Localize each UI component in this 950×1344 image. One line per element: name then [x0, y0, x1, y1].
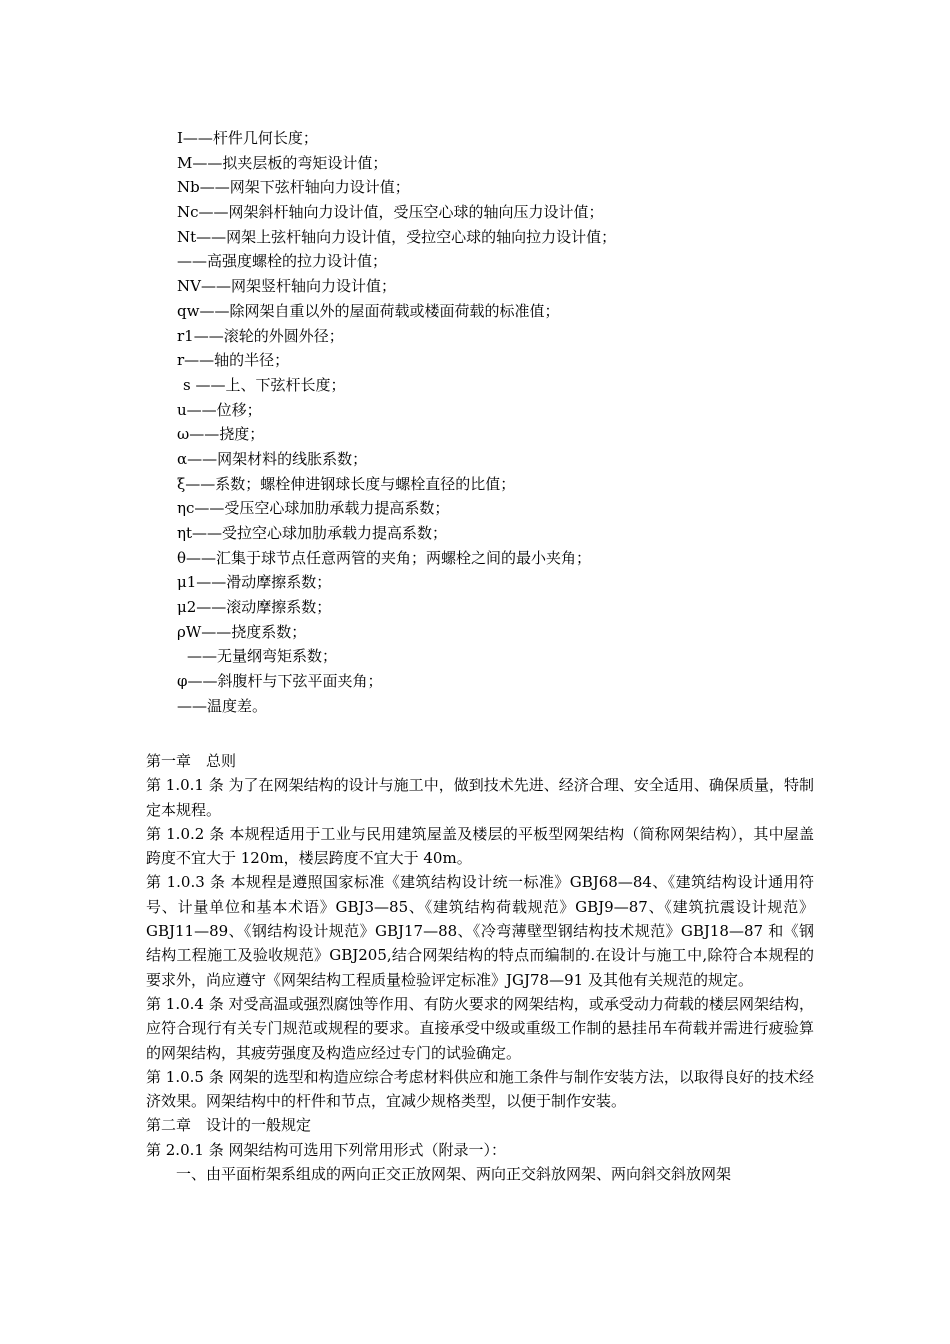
symbol-line: ηc——受压空心球加肋承载力提高系数；: [177, 499, 450, 518]
symbol-line: φ——斜腹杆与下弦平面夹角；: [177, 672, 383, 691]
symbol-line: r——轴的半径；: [177, 351, 290, 370]
symbol-list: [177, 126, 817, 719]
clause-1-0-4: 第 1.0.4 条 对受高温或强烈腐蚀等作用、有防火要求的网架结构，或承受动力荷载的楼层网架结构，应符合现行有关专门规范或规程的要求。直接承受中级或重级工作制的悬挂吊车荷载并需进行疲验算的网架结构，其疲劳强度及构造应经过专门的试验确定。: [146, 994, 814, 1062]
symbol-line: NV——网架竖杆轴向力设计值；: [177, 277, 396, 296]
symbol-line: ρW——挠度系数；: [177, 622, 307, 641]
symbol-line: ηt——受拉空心球加肋承载力提高系数；: [177, 524, 448, 542]
clause-1-0-3: 第 1.0.3 条 本规程是遵照国家标准《建筑结构设计统一标准》GBJ68—84、《建筑结构设计通用符号、计量单位和基本术语》GBJ3—85、《建筑结构荷载规范》GBJ9—87、《建筑抗震设计规范》GBJ11—89、《钢结构设计规范》GBJ17—88、《冷弯薄壁型钢结构技术规范》GBJ18—87 和《钢结构工程施工及验收规范》GBJ205,结合网架结构的特点而编制的.在设计与施工中,除符合本规程的要求外，尚应遵守《网架结构工程质量检验评定标准》JGJ78—91 及其他有关规范的规定。: [146, 873, 814, 989]
symbol-line: ξ——系数；螺栓伸进钢球长度与螺栓直径的比值；: [177, 474, 516, 493]
symbol-line: ——高强度螺栓的拉力设计值；: [177, 252, 388, 271]
symbol-line: α——网架材料的线胀系数；: [177, 449, 368, 468]
symbol-line: μ1——滑动摩擦系数；: [177, 573, 332, 592]
clause-1-0-2: 第 1.0.2 条 本规程适用于工业与民用建筑屋盖及楼层的平板型网架结构（简称网架结构），其中屋盖跨度不宜大于 120m，楼层跨度不宜大于 40m。: [146, 824, 814, 868]
symbol-line: Nb——网架下弦杆轴向力设计值；: [177, 178, 410, 197]
clause-2-0-1-item-1: 一、由平面桁架系组成的两向正交正放网架、两向正交斜放网架、两向斜交斜放网架: [176, 1165, 732, 1184]
symbol-line: qw——除网架自重以外的屋面荷载或楼面荷载的标准值；: [177, 301, 560, 320]
chapter-2-title: 第二章 设计的一般规定: [146, 1116, 312, 1135]
clause-1-0-5: 第 1.0.5 条 网架的选型和构造应综合考虑材料供应和施工条件与制作安装方法，以取得良好的技术经济效果。网架结构中的杆件和节点，宜减少规格类型，以便于制作安装。: [146, 1067, 814, 1111]
symbol-line: I——杆件几何长度；: [177, 129, 318, 147]
symbol-line: r1——滚轮的外圆外径；: [177, 326, 344, 345]
chapter-1-title: 第一章 总则: [146, 752, 237, 770]
symbol-line: θ——汇集于球节点任意两管的夹角；两螺栓之间的最小夹角；: [177, 548, 592, 567]
symbol-line: s ——上、下弦杆长度；: [183, 375, 346, 394]
clause-1-0-1: 第 1.0.1 条 为了在网架结构的设计与施工中，做到技术先进、经济合理、安全适用、确保质量，特制定本规程。: [146, 776, 814, 819]
symbol-line: u——位移；: [177, 400, 262, 419]
symbol-line: Nc——网架斜杆轴向力设计值，受压空心球的轴向压力设计值；: [177, 203, 604, 222]
clause-2-0-1: 第 2.0.1 条 网架结构可选用下列常用形式（附录一）：: [146, 1140, 506, 1159]
symbol-line: ω——挠度；: [177, 425, 265, 444]
symbol-line: μ2——滚动摩擦系数；: [177, 598, 332, 617]
main-body: [146, 749, 814, 1186]
symbol-line: Nt——网架上弦杆轴向力设计值，受拉空心球的轴向拉力设计值；: [177, 227, 617, 246]
symbol-line: ——温度差。: [177, 696, 268, 715]
symbol-line: M——拟夹层板的弯矩设计值；: [177, 153, 388, 172]
symbol-line: ——无量纲弯矩系数；: [187, 647, 338, 666]
